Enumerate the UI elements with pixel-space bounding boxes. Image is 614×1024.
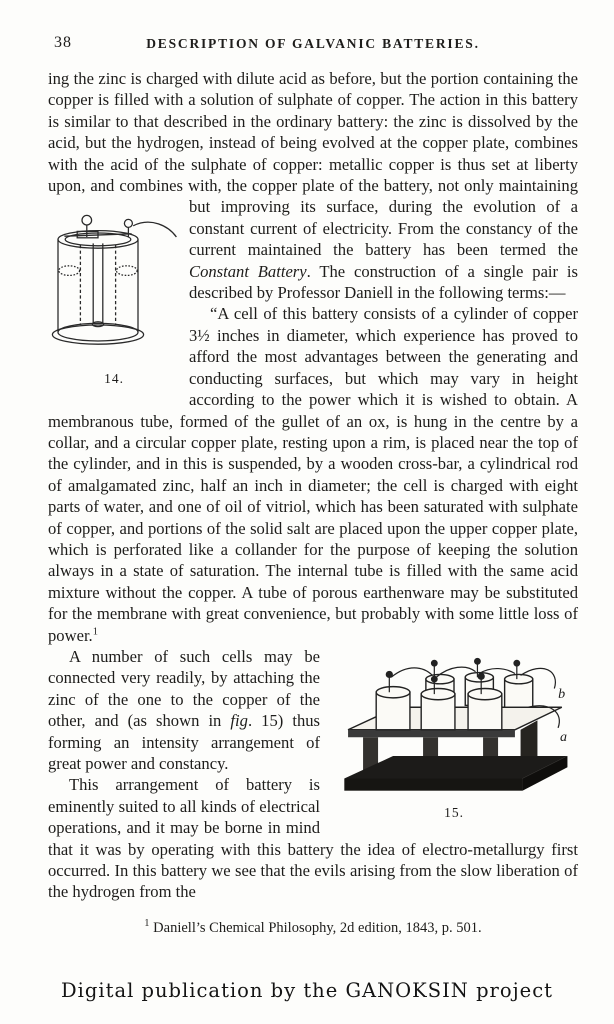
footnote-reference: 1: [92, 626, 98, 638]
figure-14-illustration: [50, 199, 178, 367]
page-header: [48, 34, 578, 56]
footnote-mark: 1: [144, 918, 150, 930]
paragraph-text: ing the zinc is charged with dilute acid as before, but the portion containing the copper is filled with a solution of sulphate of copper. The action in this battery is similar to that described in the ordinary battery: the zinc is dissolved by the acid, but the hydrogen, instead of being evolved at the copper plate, combines with the acid of the sulphate of copper: metallic copper is thus set at liberty upon, and combines with, the copper plate of the battery, not only maintaining but improving its surface, during the evolution of a: [48, 69, 578, 217]
page-number: 38: [54, 34, 72, 51]
figure-14-caption: 14.: [104, 371, 124, 387]
figure-15: [330, 651, 578, 823]
paragraph-text: constant current of electricity. From the constancy of the current maintained the battery has been termed the: [189, 218, 578, 260]
constant-battery-term: Constant Battery: [189, 261, 307, 281]
footer-credit: Digital publication by the GANOKSIN project: [61, 979, 553, 1002]
figure-14: [48, 199, 180, 389]
paragraph-opening: [48, 68, 578, 387]
figure-15-illustration: [331, 651, 577, 801]
figure-15-caption: 15.: [444, 804, 464, 820]
paragraph-text: “A cell of this battery consists of a cylinder of copper 3½ inches in diameter, which experience has proved to afford the most advantages between the generating and conducting surfaces, but which may vary in height according to the power which it is wished to obtain. A membranous tube, formed of the gullet of an ox, is hung in the centre by a collar, and a circular copper plate, resting upon a rim, is placed near the top of the cylinder, and in this is suspended, by a wooden cross-bar, a cylindrical rod of amalgamated zinc, half an inch in diameter; the cell is charged with eight parts of water, and one of oil of vitriol, which has been saturated with sulphate of copper, and portions of the solid salt are placed upon the upper copper plate, which is perforated like a collander for the purpose of keeping the solution always in a state of saturation. The internal tube is filled with the same acid mixture without the copper. A tube of porous earthenware may be substituted for the membrane with great convenience, but probably with some little loss of power.: [48, 304, 578, 645]
paragraph-text: A number of such cells may be connected very readily, by attaching the zinc of the one to the copper of the other, and (as shown in: [48, 646, 320, 731]
paragraph-text: . The construction of a single pair is described by Professor Daniell in the following terms:—: [189, 261, 578, 303]
page-body: [48, 68, 578, 937]
paragraph-cells: [48, 646, 578, 820]
wire-label-b: b: [558, 685, 566, 702]
paragraph-text: This arrangement of battery is eminently suited to all kinds of electrical operations, and it may be borne in mind that it was by operating with this battery the idea of electro-metallurgy first occurred. In this battery we see that the evils arising from the slow liberation of the hydrogen from the: [48, 775, 578, 902]
footnote-text: Daniell’s Chemical Philosophy, 2d edition, 1843, p. 501.: [149, 919, 482, 936]
fig-reference: fig: [230, 711, 248, 731]
wire-label-a: a: [559, 728, 567, 745]
paragraph-text: . 15) thus forming an intensity arrangement of great power and constancy.: [48, 711, 320, 773]
running-title: DESCRIPTION OF GALVANIC BATTERIES.: [146, 36, 480, 51]
footnote: [48, 919, 578, 937]
